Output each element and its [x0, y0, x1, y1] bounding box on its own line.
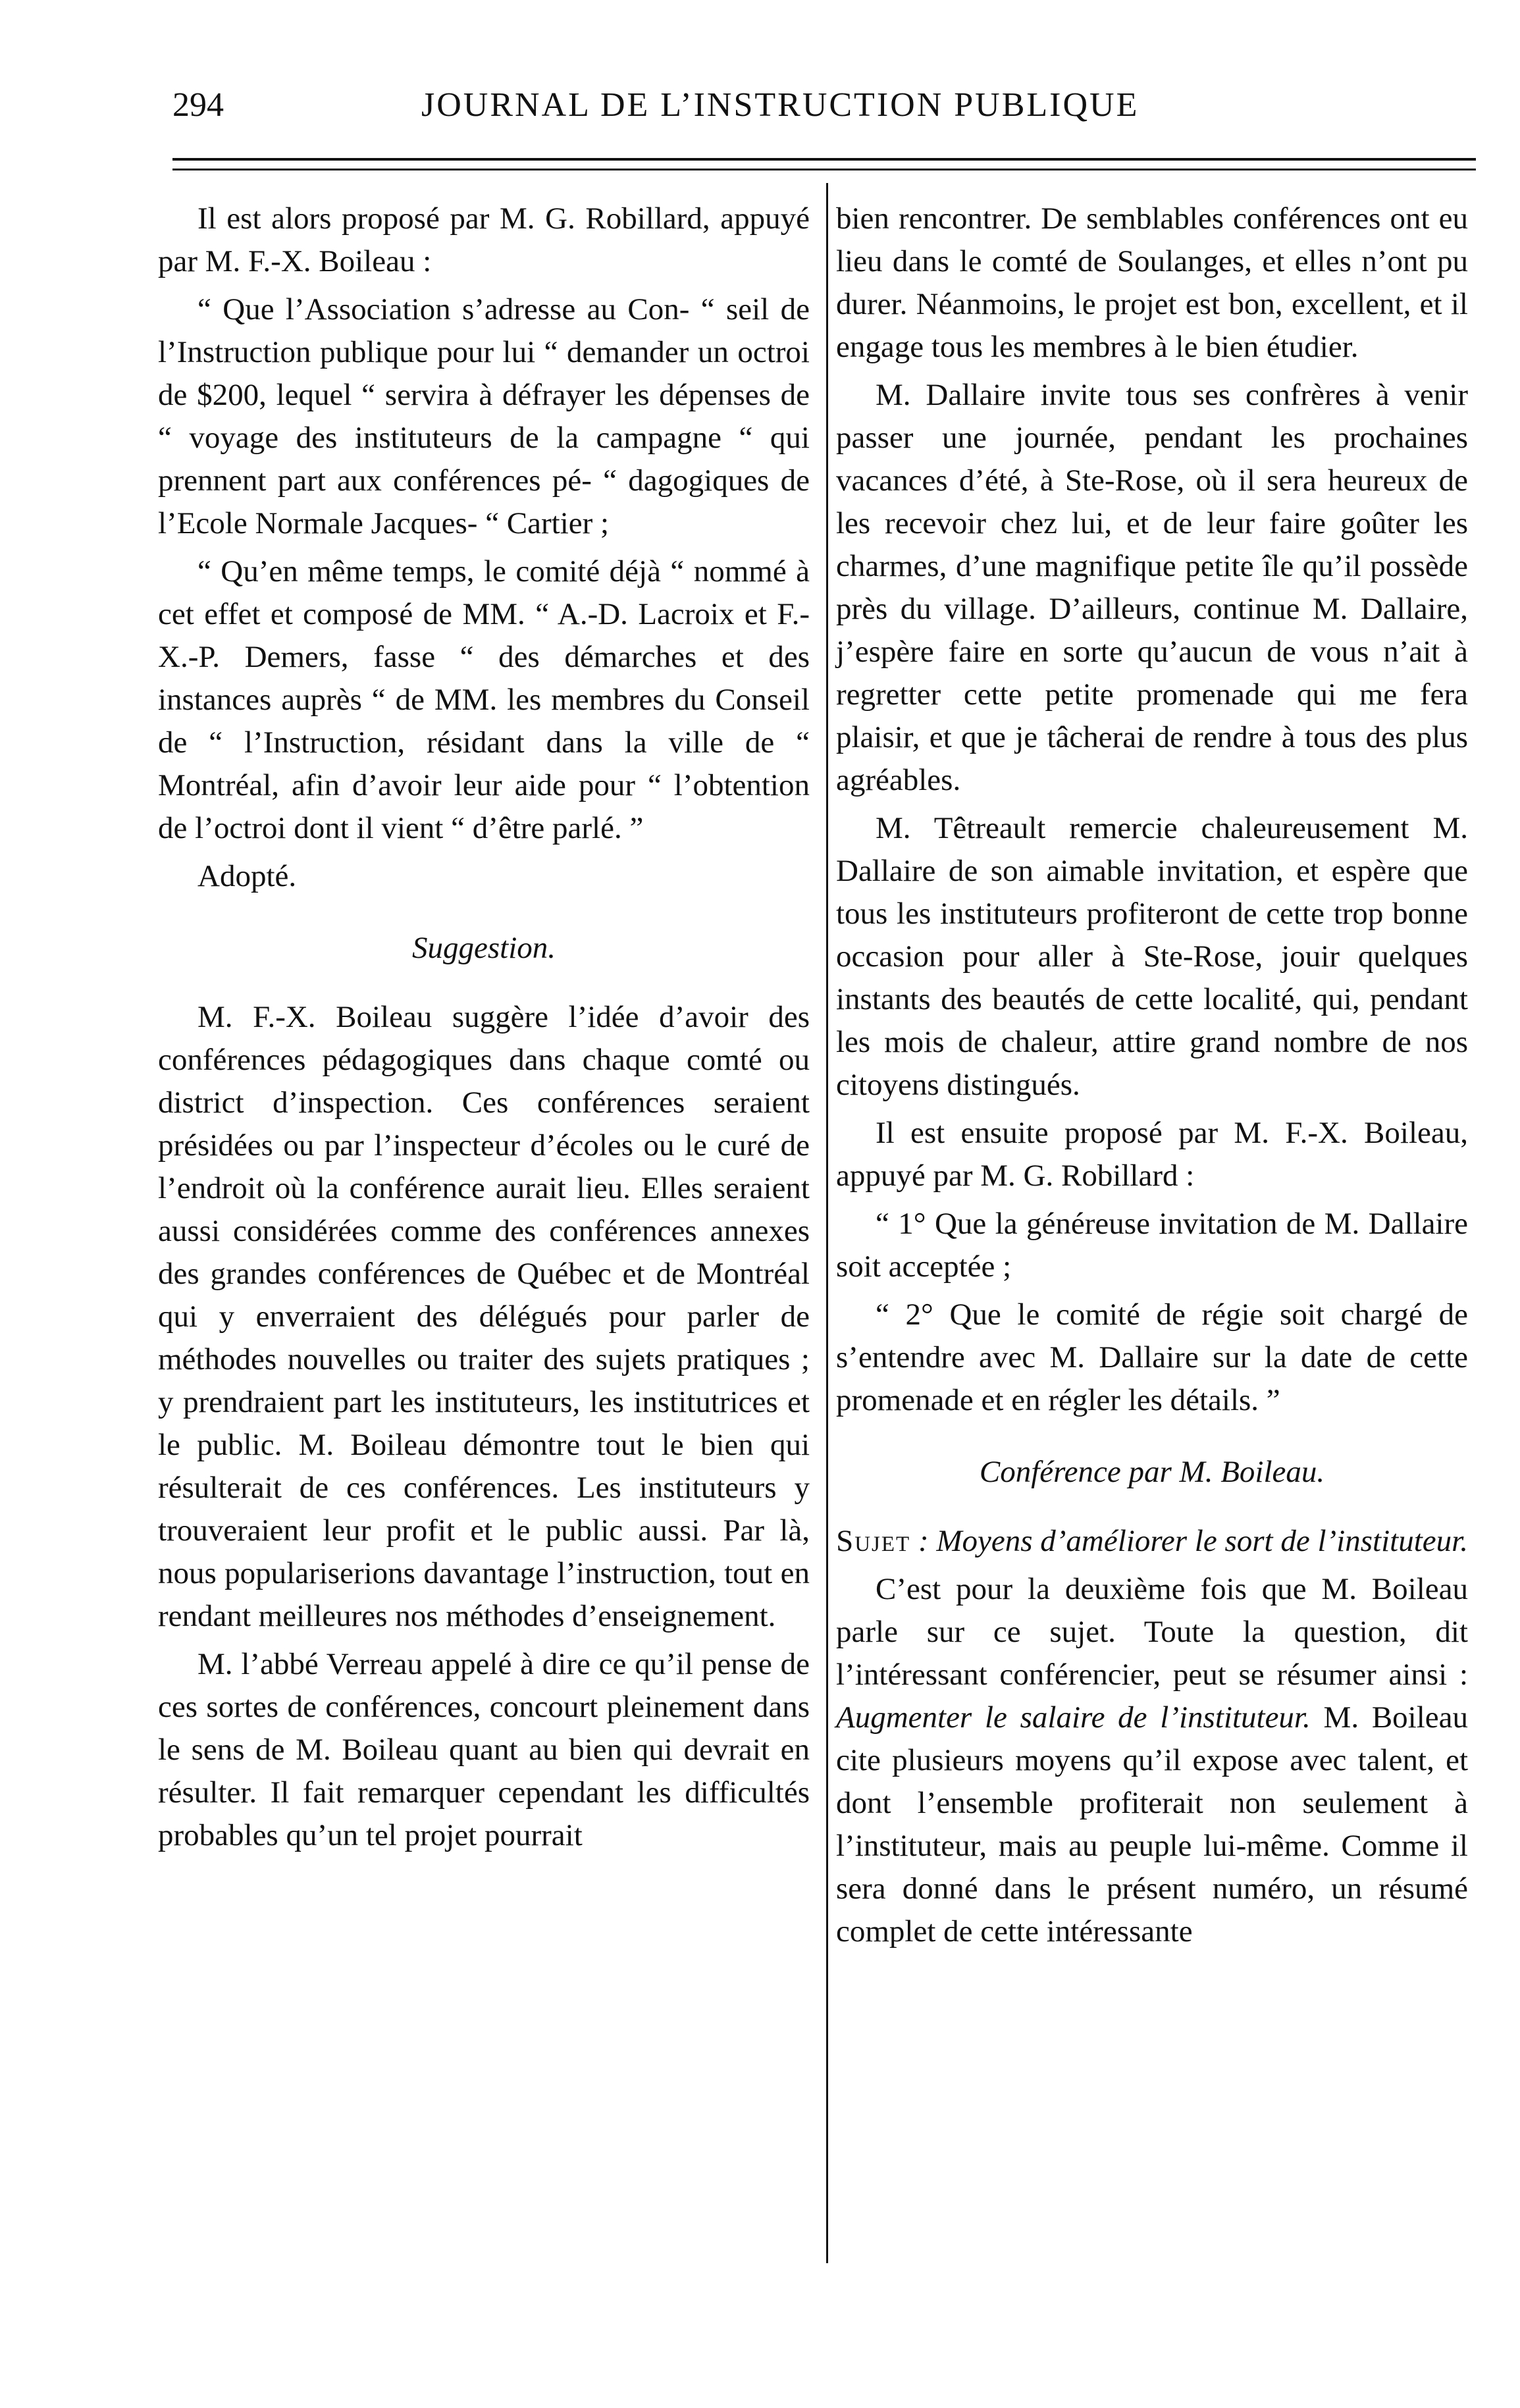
left-column	[158, 197, 810, 1862]
section-heading-conference: Conférence par M. Boileau.	[979, 1455, 1325, 1489]
emphasis-text: Augmenter le salaire de l’instituteur.	[836, 1700, 1311, 1735]
adopted-note: Adopté.	[197, 859, 297, 893]
quoted-resolution: “ 2° Que le comité de régie soit chargé de s’entendre avec M. Dallaire sur la date de cette promenade et en régler les détails. ”	[836, 1297, 1468, 1417]
paragraph-text: M. Boileau cite plusieurs moyens qu’il expose avec talent, et dont l’ensemble profiterait non seulement à l’instituteur, mais au peuple lui-même. Comme il sera donné dans le présent numéro, un résumé complet de cette intéressante	[836, 1700, 1469, 1949]
quoted-resolution: “ Qu’en même temps, le comité déjà “ nommé à cet effet et composé de MM. “ A.-D. Lacroix et F.-X.-P. Demers, fasse “ des démarches et des instances auprès “ de MM. les membres du Conseil de “ l’Instruction, résidant dans la ville de “ Montréal, afin d’avoir leur aide pour “ l’obtention de l’octroi dont il vient “ d’être parlé. ”	[158, 554, 810, 845]
paragraph: M. Dallaire invite tous ses confrères à venir passer une journée, pendant les prochaines vacances d’été, à Ste-Rose, où il sera heureux de les recevoir chez lui, et de leur faire goûter les charmes, d’une magnifique petite île qu’il possède près du village. D’ailleurs, continue M. Dallaire, j’espère faire en sorte qu’aucun de vous n’ait à regretter cette petite promenade qui me fera plaisir, et que je tâcherai de rendre à tous des plus agréables.	[836, 378, 1468, 797]
paragraph: bien rencontrer. De semblables conférences ont eu lieu dans le comté de Soulanges, et elles n’ont pu durer. Néanmoins, le projet est bon, excellent, et il engage tous les membres à le bien étudier.	[836, 201, 1468, 364]
quoted-resolution: “ 1° Que la généreuse invitation de M. Dallaire soit acceptée ;	[836, 1207, 1468, 1284]
quoted-resolution: “ Que l’Association s’adresse au Con- “ seil de l’Instruction publique pour lui “ demander un octroi de $200, lequel “ servira à défrayer les dépenses de “ voyage des instituteurs de la campagne “ qui prennent part aux conférences pé- “ dagogiques de l’Ecole Normale Jacques- “ Cartier ;	[158, 292, 810, 540]
right-column	[836, 197, 1468, 1958]
paragraph-text: C’est pour la deuxième fois que M. Boileau parle sur ce sujet. Toute la question, dit l’intéressant conférencier, peut se résumer ainsi :	[836, 1572, 1468, 1692]
header-rule-top	[172, 158, 1476, 161]
paragraph: Il est ensuite proposé par M. F.-X. Boileau, appuyé par M. G. Robillard :	[836, 1116, 1468, 1193]
header-rule-bottom	[172, 169, 1476, 170]
column-divider	[826, 183, 828, 2263]
page-header	[0, 86, 1520, 151]
page-number: 294	[172, 86, 224, 124]
paragraph: Il est alors proposé par M. G. Robillard, appuyé par M. F.-X. Boileau :	[158, 201, 810, 278]
paragraph: M. l’abbé Verreau appelé à dire ce qu’il pense de ces sortes de conférences, concourt pleinement dans le sens de M. Boileau quant au bien qui devrait en résulter. Il fait remarquer cependant les difficultés probables qu’un tel projet pourrait	[158, 1647, 810, 1852]
paragraph: M. F.-X. Boileau suggère l’idée d’avoir des conférences pédagogiques dans chaque comté ou district d’inspection. Ces conférences seraient présidées ou par l’inspecteur d’écoles ou le curé de l’endroit où la conférence aurait lieu. Elles seraient aussi considérées comme des conférences annexes des grandes conférences de Québec et de Montréal qui y enverraient des délégués pour parler de méthodes nouvelles ou traiter des sujets pratiques ; y prendraient part les instituteurs, les institutrices et le public. M. Boileau démontre tout le bien qui résulterait de ces conférences. Les instituteurs y trouveraient leur profit et le public aussi. Par là, nous populariserions davantage l’instruction, tout en rendant meilleures nos méthodes d’enseignement.	[158, 1000, 810, 1633]
running-title: JOURNAL DE L’INSTRUCTION PUBLIQUE	[421, 86, 1140, 124]
subject-text: : Moyens d’améliorer le sort de l’instituteur.	[918, 1524, 1468, 1558]
paragraph: M. Têtreault remercie chaleureusement M. Dallaire de son aimable invitation, et espère que tous les instituteurs profiteront de cette trop bonne occasion pour aller à Ste-Rose, jouir quelques instants des beautés de cette localité, qui, pendant les mois de chaleur, attire grand nombre de nos citoyens distingués.	[836, 811, 1468, 1102]
section-heading-suggestion: Suggestion.	[411, 931, 556, 965]
subject-label: Sujet	[836, 1524, 911, 1558]
subject-line	[836, 1520, 1468, 1563]
paragraph	[836, 1568, 1468, 1953]
